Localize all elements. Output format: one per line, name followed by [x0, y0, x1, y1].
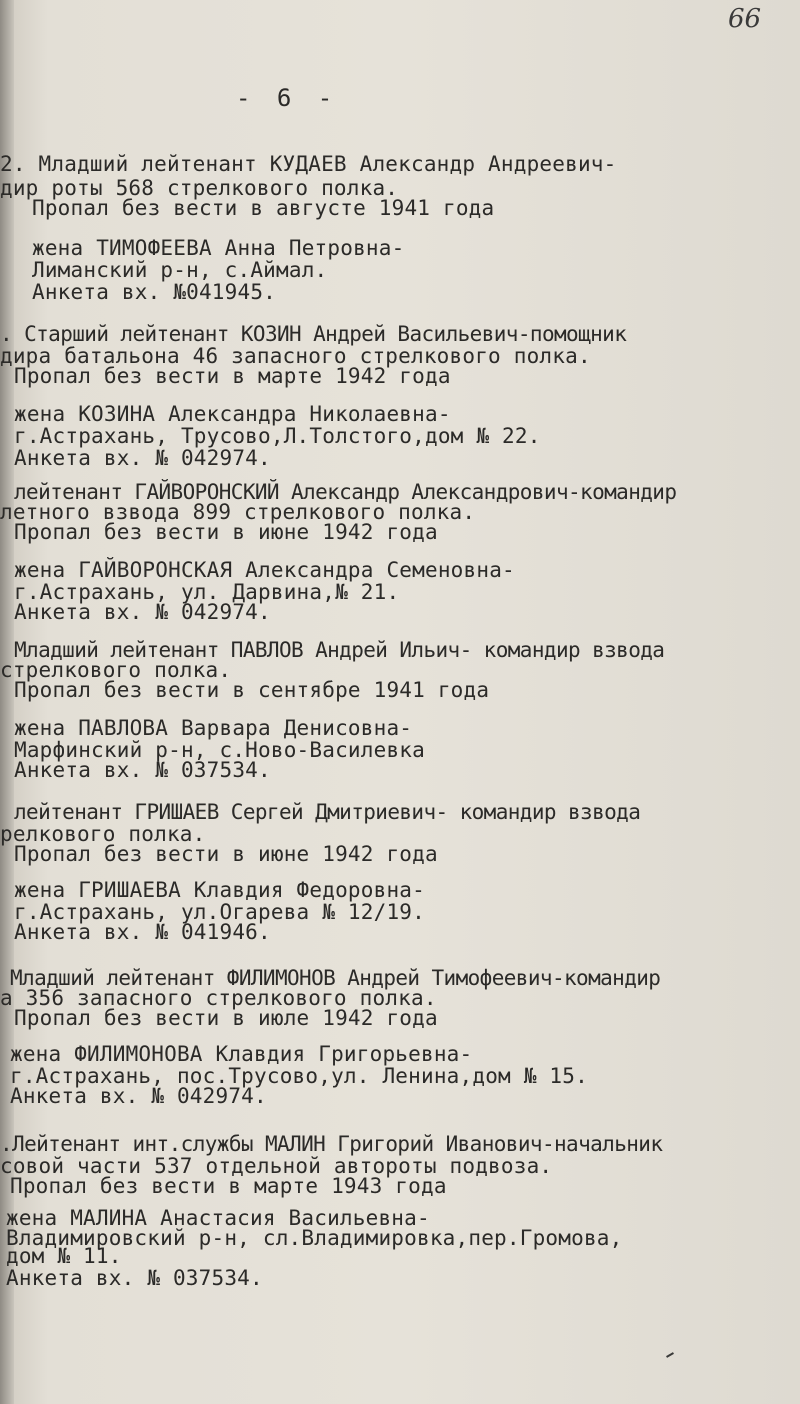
- record-6-address: г.Астрахань, пос.Трусово,ул. Ленина,дом № 15.: [10, 1064, 588, 1088]
- record-3-relative: жена ГАЙВОРОНСКАЯ Александра Семеновна-: [14, 558, 515, 582]
- record-1-relative: жена ТИМОФЕЕВА Анна Петровна-: [32, 236, 405, 260]
- record-7-line-2: совой части 537 отдельной автороты подвоза.: [0, 1154, 553, 1178]
- record-1-address: Лиманский р-н, с.Аймал.: [32, 258, 328, 282]
- record-2-form: Анкета вх. № 042974.: [14, 446, 271, 470]
- record-4-line-2: стрелкового полка.: [0, 658, 232, 682]
- record-4-form: Анкета вх. № 037534.: [14, 758, 271, 782]
- page-number: - 6 -: [236, 84, 339, 112]
- record-5-address: г.Астрахань, ул.Огарева № 12/19.: [14, 900, 425, 924]
- record-3-line-1: лейтенант ГАЙВОРОНСКИЙ Александр Александрович-командир: [14, 480, 677, 504]
- record-2-line-2: дира батальона 46 запасного стрелкового полка.: [0, 344, 591, 368]
- record-1-line-2: дир роты 568 стрелкового полка.: [0, 176, 399, 200]
- record-1-status: Пропал без вести в августе 1941 года: [32, 196, 495, 220]
- record-1-form: Анкета вх. №041945.: [32, 280, 277, 304]
- record-3-line-2: летного взвода 899 стрелкового полка.: [0, 500, 476, 524]
- record-6-line-2: а 356 запасного стрелкового полка.: [0, 986, 437, 1010]
- record-2-status: Пропал без вести в марте 1942 года: [14, 364, 451, 388]
- record-7-relative: жена МАЛИНА Анастасия Васильевна-: [6, 1206, 430, 1230]
- record-1-line-1: 2. Младший лейтенант КУДАЕВ Александр Андреевич-: [0, 152, 617, 176]
- record-3-status: Пропал без вести в июне 1942 года: [14, 520, 438, 544]
- record-5-line-1: лейтенант ГРИШАЕВ Сергей Дмитриевич- командир взвода: [14, 800, 641, 824]
- handwritten-page-mark: 66: [728, 4, 762, 34]
- record-5-relative: жена ГРИШАЕВА Клавдия Федоровна-: [14, 878, 425, 902]
- record-6-line-1: Младший лейтенант ФИЛИМОНОВ Андрей Тимофеевич-командир: [10, 966, 661, 990]
- record-7-line-1: .Лейтенант инт.службы МАЛИН Григорий Иванович-начальник: [0, 1132, 663, 1156]
- record-4-status: Пропал без вести в сентябре 1941 года: [14, 678, 490, 702]
- record-7-address-cont: дом № 11.: [6, 1244, 122, 1268]
- record-7-form: Анкета вх. № 037534.: [6, 1266, 263, 1290]
- record-5-line-2: релкового полка.: [0, 822, 206, 846]
- record-4-line-1: Младший лейтенант ПАВЛОВ Андрей Ильич- командир взвода: [14, 638, 665, 662]
- record-5-form: Анкета вх. № 041946.: [14, 920, 271, 944]
- record-5-status: Пропал без вести в июне 1942 года: [14, 842, 438, 866]
- record-4-address: Марфинский р-н, с.Ново-Василевка: [14, 738, 425, 762]
- record-6-form: Анкета вх. № 042974.: [10, 1084, 267, 1108]
- record-4-relative: жена ПАВЛОВА Варвара Денисовна-: [14, 716, 413, 740]
- record-7-address: Владимировский р-н, сл.Владимировка,пер.Громова,: [6, 1226, 623, 1250]
- record-3-form: Анкета вх. № 042974.: [14, 600, 271, 624]
- record-6-relative: жена ФИЛИМОНОВА Клавдия Григорьевна-: [10, 1042, 473, 1066]
- record-2-relative: жена КОЗИНА Александра Николаевна-: [14, 402, 451, 426]
- record-6-status: Пропал без вести в июле 1942 года: [14, 1006, 438, 1030]
- record-7-status: Пропал без вести в марте 1943 года: [10, 1174, 447, 1198]
- record-3-address: г.Астрахань, ул. Дарвина,№ 21.: [14, 580, 400, 604]
- record-2-address: г.Астрахань, Трусово,Л.Толстого,дом № 22.: [14, 424, 541, 448]
- record-2-line-1: . Старший лейтенант КОЗИН Андрей Васильевич-помощник: [0, 322, 627, 346]
